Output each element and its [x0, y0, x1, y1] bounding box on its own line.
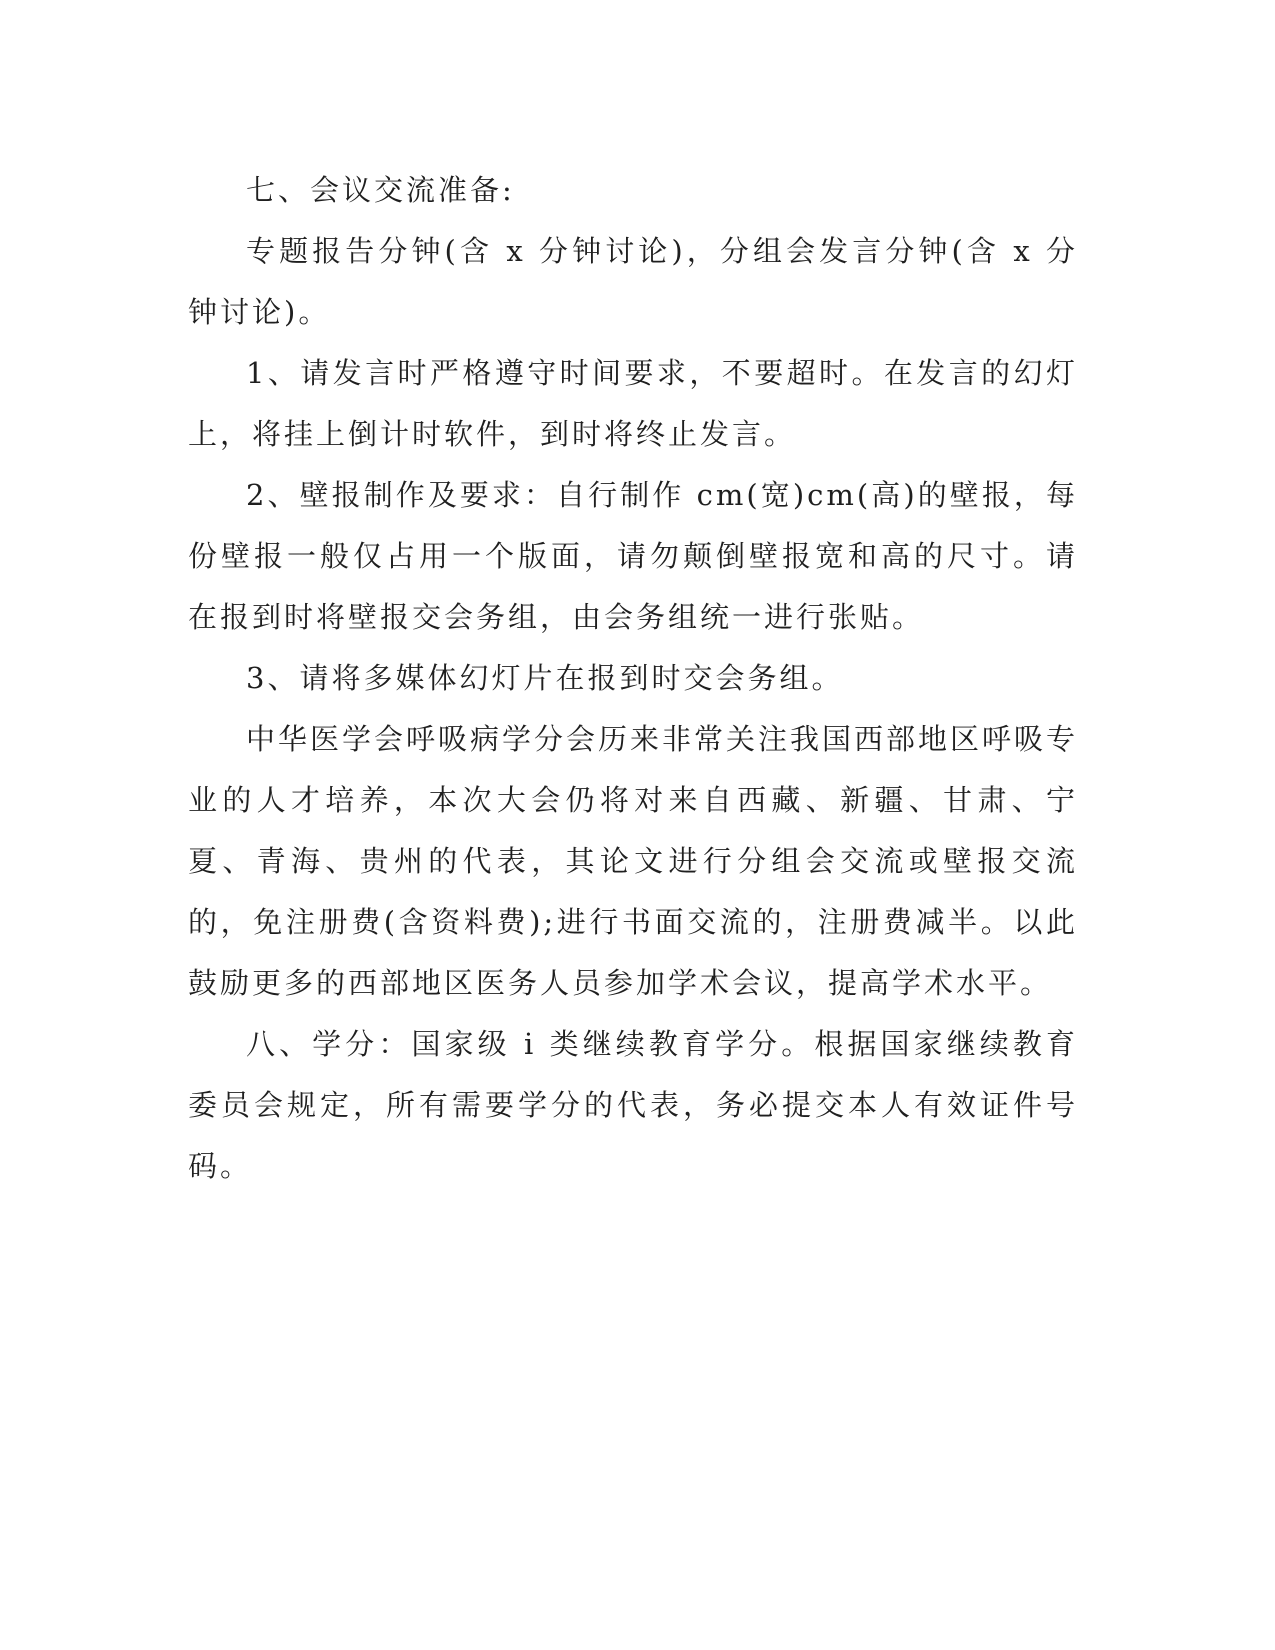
paragraph-time-requirement: 1、请发言时严格遵守时间要求，不要超时。在发言的幻灯上，将挂上倒计时软件，到时将终止发言。 [188, 356, 1078, 451]
paragraph-poster-requirements: 2、壁报制作及要求：自行制作 cm(宽)cm(高)的壁报，每份壁报一般仅占用一个版面，请勿颠倒壁报宽和高的尺寸。请在报到时将壁报交会务组，由会务组统一进行张贴。 [188, 478, 1078, 634]
section-heading-credits: 八、学分：国家级 i 类继续教育学分。根据国家继续教育委员会规定，所有需要学分的代表，务必提交本人有效证件号码。 [188, 1027, 1078, 1183]
paragraph-multimedia-slides: 3、请将多媒体幻灯片在报到时交会务组。 [246, 661, 844, 695]
paragraph-western-region-support: 中华医学会呼吸病学分会历来非常关注我国西部地区呼吸专业的人才培养，本次大会仍将对来自西藏、新疆、甘肃、宁夏、青海、贵州的代表，其论文进行分组会交流或壁报交流的，免注册费(含资料费);进行书面交流的，注册费减半。以此鼓励更多的西部地区医务人员参加学术会议，提高学术水平。 [188, 722, 1079, 1000]
paragraph-speech-duration: 专题报告分钟(含 x 分钟讨论)，分组会发言分钟(含 x 分钟讨论)。 [188, 234, 1078, 329]
document-body [188, 160, 1078, 1197]
section-heading-meeting-exchange: 七、会议交流准备: [246, 173, 515, 207]
